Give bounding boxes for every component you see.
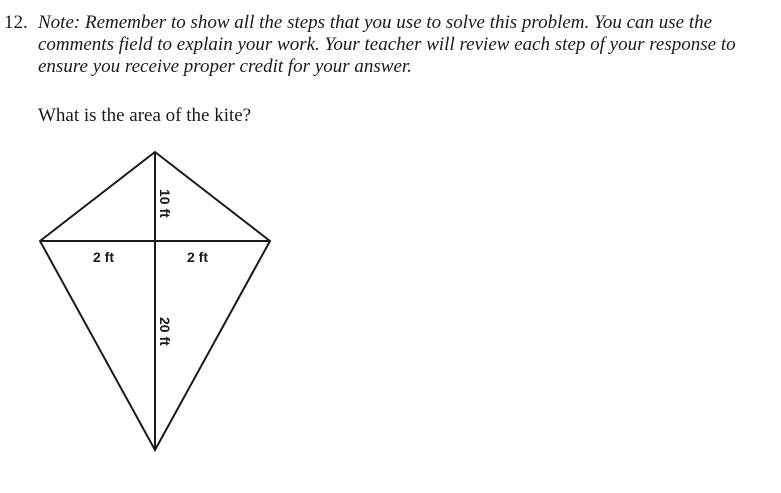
question-number: 12. <box>4 12 28 33</box>
left-segment-label: 2 ft <box>93 249 114 265</box>
top-segment-label: 10 ft <box>157 189 173 218</box>
question-prompt: What is the area of the kite? <box>38 105 252 126</box>
right-segment-label: 2 ft <box>187 249 208 265</box>
question-note: Note: Remember to show all the steps that you use to solve this problem. You can use the comments field to explain your work. Your teacher will review each step of your response to ensure you receive proper credit for your answer. <box>38 12 736 77</box>
bottom-segment-label: 20 ft <box>157 317 173 346</box>
